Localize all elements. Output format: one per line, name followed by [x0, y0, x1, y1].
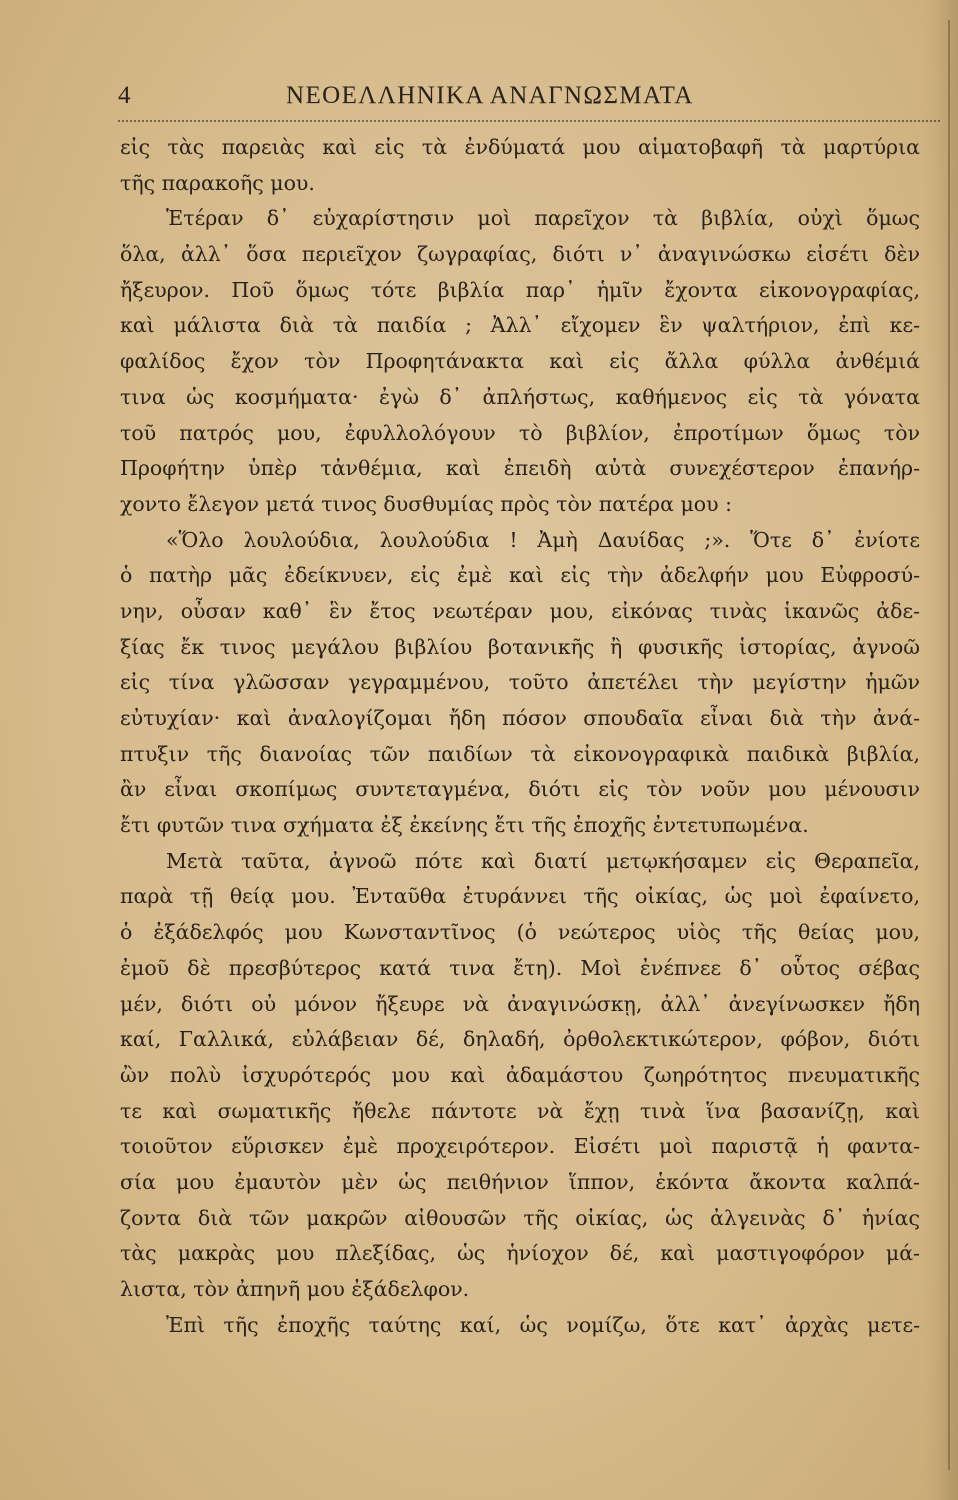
text-line: παρὰ τῇ θείᾳ μου. Ἐνταῦθα ἐτυράννει τῆς οἰκίας, ὡς μοὶ ἐφαίνετο, [120, 884, 920, 909]
text-line: ὅλα, ἀλλ᾿ ὅσα περιεῖχον ζωγραφίας, διότι ν᾿ ἀναγινώσκω εἰσέτι δὲν [120, 242, 920, 267]
text-line: ὁ ἐξάδελφός μου Κωνσταντῖνος (ὁ νεώτερος υἱὸς τῆς θείας μου, [120, 920, 920, 945]
text-line: «Ὅλο λουλούδια, λουλούδια ! Ἀμὴ Δαυίδας ;». Ὅτε δ᾿ ἐνίοτε [166, 527, 920, 552]
text-line: τοῦ πατρός μου, ἐφυλλολόγουν τὸ βιβλίον, ἐπροτίμων ὅμως τὸν [120, 420, 920, 445]
text-line: σία μου ἐμαυτὸν μὲν ὡς πειθήνιον ἵππον, ἑκόντα ἄκοντα καλπά- [120, 1169, 920, 1194]
text-line: χοντο ἔλεγον μετά τινος δυσθυμίας πρὸς τὸν πατέρα μου : [120, 491, 733, 516]
page-number: 4 [118, 82, 132, 109]
page-edge-shadow [924, 0, 958, 1500]
text-line: ἐμοῦ δὲ πρεσβύτερος κατά τινα ἔτη). Μοὶ ἐνέπνεε δ᾿ οὗτος σέβας [120, 955, 920, 980]
text-line: ζοντα διὰ τῶν μακρῶν αἰθουσῶν τῆς οἰκίας, ὡς ἀλγεινὰς δ᾿ ἡνίας [120, 1205, 920, 1230]
text-line: τῆς παρακοῆς μου. [120, 170, 315, 195]
text-line: νην, οὖσαν καθ᾿ ἓν ἔτος νεωτέραν μου, εἰκόνας τινὰς ἱκανῶς ἀδε- [120, 598, 920, 623]
text-line: ἔτι φυτῶν τινα σχήματα ἐξ ἐκείνης ἔτι τῆς ἐποχῆς ἐντετυπωμένα. [120, 813, 809, 838]
text-line: ὢν πολὺ ἰσχυρότερός μου καὶ ἀδαμάστου ζωηρότητος πνευματικῆς [120, 1062, 920, 1087]
text-line: λιστα, τὸν ἀπηνῆ μου ἐξάδελφον. [120, 1277, 470, 1301]
text-line: Προφήτην ὑπὲρ τἀνθέμια, καὶ ἐπειδὴ αὐτὰ συνεχέστερον ἐπανήρ- [120, 456, 920, 481]
text-line: Ἑτέραν δ᾿ εὐχαρίστησιν μοὶ παρεῖχον τὰ βιβλία, οὐχὶ ὅμως [166, 206, 920, 231]
text-line: τε καὶ σωματικῆς ἤθελε πάντοτε νὰ ἔχῃ τινὰ ἵνα βασανίζῃ, καὶ [120, 1098, 920, 1123]
text-line: ἂν εἶναι σκοπίμως συντεταγμένα, διότι εἰς τὸν νοῦν μου μένουσιν [120, 777, 920, 802]
text-line: Μετὰ ταῦτα, ἀγνοῶ πότε καὶ διατί μετῳκήσαμεν εἰς Θεραπεῖα, [166, 848, 920, 873]
running-title: ΝΕΟΕΛΛΗΝΙΚΑ ΑΝΑΓΝΩΣΜΑΤΑ [286, 82, 694, 109]
text-line: φαλίδος ἔχον τὸν Προφητάνακτα καὶ εἰς ἄλλα φύλλα ἀνθέμιά [120, 349, 920, 374]
text-line: τοιοῦτον εὕρισκεν ἐμὲ προχειρότερον. Εἰσέτι μοὶ παριστᾷ ἡ φαντα- [120, 1134, 920, 1159]
text-line: τὰς μακρὰς μου πλεξίδας, ὡς ἡνίοχον δέ, καὶ μαστιγοφόρον μά- [120, 1241, 920, 1266]
header-rule [118, 120, 940, 122]
text-line: καὶ μάλιστα διὰ τὰ παιδία ; Ἀλλ᾿ εἴχομεν ἓν ψαλτήριον, ἐπὶ κε- [120, 313, 920, 338]
text-line: εὐτυχίαν· καὶ ἀναλογίζομαι ἤδη πόσον σπουδαῖα εἶναι διὰ τὴν ἀνά- [120, 706, 920, 730]
text-line: τινα ὡς κοσμήματα· ἐγὼ δ᾿ ἀπλήστως, καθήμενος εἰς τὰ γόνατα [120, 384, 920, 409]
text-line: εἰς τὰς παρειὰς καὶ εἰς τὰ ἐνδύματά μου αἱματοβαφῆ τὰ μαρτύρια [120, 135, 920, 159]
text-line: καί, Γαλλικά, εὐλάβειαν δέ, δηλαδή, ὀρθολεκτικώτερον, φόβον, διότι [120, 1027, 920, 1052]
text-line: μέν, διότι οὐ μόνον ἤξευρε νὰ ἀναγινώσκῃ, ἀλλ᾿ ἀνεγίνωσκεν ἤδη [120, 991, 920, 1016]
body-text [120, 130, 920, 1343]
text-line: ὁ πατὴρ μᾶς ἐδείκνυεν, εἰς ἐμὲ καὶ εἰς τὴν ἀδελφήν μου Εὐφροσύ- [120, 563, 920, 588]
text-line: ἤξευρον. Ποῦ ὅμως τότε βιβλία παρ᾿ ἡμῖν ἔχοντα εἰκονογραφίας, [120, 277, 920, 302]
text-line: ξίας ἔκ τινος μεγάλου βιβλίου βοτανικῆς ἢ φυσικῆς ἱστορίας, ἀγνοῶ [120, 634, 920, 659]
text-line: Ἐπὶ τῆς ἐποχῆς ταύτης καί, ὡς νομίζω, ὅτε κατ᾿ ἀρχὰς μετε- [166, 1312, 920, 1337]
text-line: πτυξιν τῆς διανοίας τῶν παιδίων τὰ εἰκονογραφικὰ παιδικὰ βιβλία, [120, 741, 920, 766]
binding-edge-line [948, 20, 950, 1470]
page-header [118, 82, 838, 114]
text-line: εἰς τίνα γλῶσσαν γεγραμμένου, τοῦτο ἀπετέλει τὴν μεγίστην ἡμῶν [120, 670, 920, 695]
